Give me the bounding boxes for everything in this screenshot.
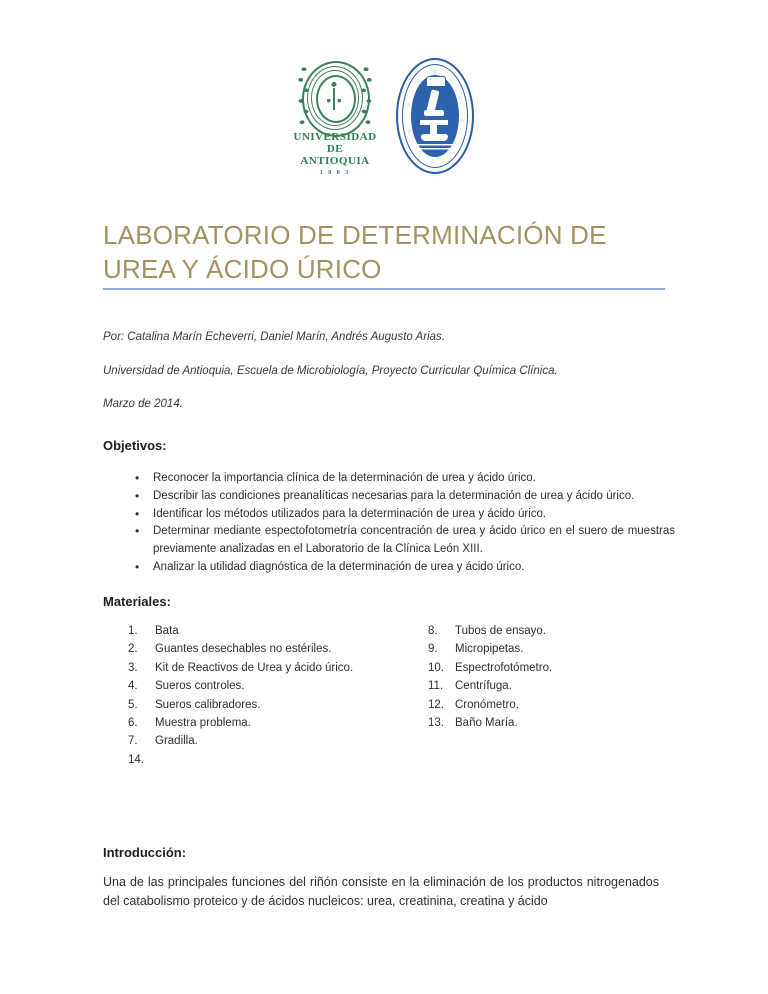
list-item-label: Guantes desechables no estériles. xyxy=(155,643,332,656)
list-item xyxy=(128,751,428,769)
list-item-label: Tubos de ensayo. xyxy=(455,625,546,637)
byline-authors: Por: Catalina Marín Echeverri, Daniel Marín, Andrés Augusto Arias. xyxy=(103,331,445,343)
byline-block xyxy=(103,330,673,431)
list-item xyxy=(128,659,428,677)
list-item-label: Kit de Reactivos de Urea y ácido úrico. xyxy=(155,661,354,674)
byline-date: Marzo de 2014. xyxy=(103,398,183,411)
microbiology-seal-icon xyxy=(396,58,474,174)
list-item xyxy=(128,677,428,695)
list-item xyxy=(428,677,668,695)
list-item-label: Cronómetro. xyxy=(455,698,519,711)
materiales-heading: Materiales: xyxy=(103,594,171,609)
list-item xyxy=(428,659,668,677)
seal-emblem-icon xyxy=(327,82,341,112)
materiales-column-right xyxy=(428,622,668,769)
list-item-number: 3. xyxy=(128,661,138,674)
logo-band xyxy=(0,58,768,178)
list-item xyxy=(128,622,428,640)
list-item-number: 8. xyxy=(428,625,438,637)
list-item-number: 6. xyxy=(128,716,138,729)
list-item-label: Muestra problema. xyxy=(155,716,251,729)
materiales-column-left xyxy=(128,622,428,769)
list-item: • Analizar la utilidad diagnóstica de la determinación de urea y ácido úrico. xyxy=(135,559,675,577)
list-item xyxy=(128,714,428,732)
objetivos-list xyxy=(135,470,675,577)
list-item: • Identificar los métodos utilizados para la determinación de urea y ácido úrico. xyxy=(135,506,675,524)
list-item-number: 13. xyxy=(428,716,444,729)
list-item xyxy=(428,640,668,658)
list-item-label: Sueros controles. xyxy=(155,680,245,693)
ua-logo-wordmark xyxy=(293,132,376,176)
ua-logo-year: 1 8 0 3 xyxy=(319,169,351,176)
escuela-microbiologia-logo xyxy=(396,58,474,176)
list-item-number: 2. xyxy=(128,643,138,656)
universidad-de-antioquia-logo xyxy=(294,58,376,176)
microscope-arm xyxy=(424,110,444,116)
page-title: LABORATORIO DE DETERMINACIÓN DE UREA Y ÁCIDO ÚRICO xyxy=(103,220,607,285)
list-item-number: 9. xyxy=(428,643,438,656)
list-item-number: 12. xyxy=(428,698,444,711)
list-item xyxy=(428,696,668,714)
list-item-label xyxy=(155,751,428,769)
list-item-number: 5. xyxy=(128,698,138,711)
list-item xyxy=(428,714,668,732)
list-item-label: Baño María. xyxy=(455,716,518,729)
list-item-label: Sueros calibradores. xyxy=(155,698,261,711)
title-divider xyxy=(103,288,665,290)
list-item-label: Micropipetas. xyxy=(455,643,524,656)
list-item-number: 11. xyxy=(428,680,444,693)
ua-logo-line2: DE ANTIOQUIA xyxy=(300,142,370,167)
list-item-number: 4. xyxy=(128,680,138,693)
ua-logo-line1: UNIVERSIDAD xyxy=(293,130,377,143)
list-item-label: Gradilla. xyxy=(155,735,198,748)
materiales-columns xyxy=(128,622,668,769)
introduccion-heading: Introducción: xyxy=(103,845,187,860)
list-item xyxy=(128,640,428,658)
list-item-number: 1. xyxy=(128,625,138,637)
list-item xyxy=(128,696,428,714)
list-item: • Describir las condiciones preanalíticas necesarias para la determinación de urea y ácido úrico. xyxy=(135,488,675,506)
list-item-number: 14. xyxy=(128,753,144,766)
seal-top-cap-icon xyxy=(426,76,446,87)
list-item: • Determinar mediante espectofotometría concentración de urea y ácido úrico en el suero de muestras previamente analizadas en el Laboratorio de la Clínica León XIII. xyxy=(135,523,675,559)
list-item-label: Bata xyxy=(155,625,179,637)
seal-wave-lines xyxy=(418,144,452,152)
microscope-base xyxy=(421,134,448,141)
objetivos-heading: Objetivos: xyxy=(103,438,167,453)
list-item-number: 7. xyxy=(128,735,138,748)
ua-seal-icon xyxy=(296,58,374,129)
list-item-number: 10. xyxy=(428,661,444,674)
list-item-label: Espectrofotómetro. xyxy=(455,661,553,674)
list-item: • Reconocer la importancia clínica de la determinación de urea y ácido úrico. xyxy=(135,470,675,488)
introduccion-paragraph: Una de las principales funciones del riñón consiste en la eliminación de los productos nitrogenados del catabolismo proteico y de ácidos nucleicos: urea, creatinina, creatina y ácido xyxy=(103,875,659,908)
microscope-icon xyxy=(420,90,450,142)
list-item xyxy=(428,622,668,640)
list-item-label: Centrífuga. xyxy=(455,680,512,693)
byline-affiliation: Universidad de Antioquia, Escuela de Microbiología, Proyecto Curricular Química Clínica. xyxy=(103,364,558,377)
list-item xyxy=(128,732,428,750)
